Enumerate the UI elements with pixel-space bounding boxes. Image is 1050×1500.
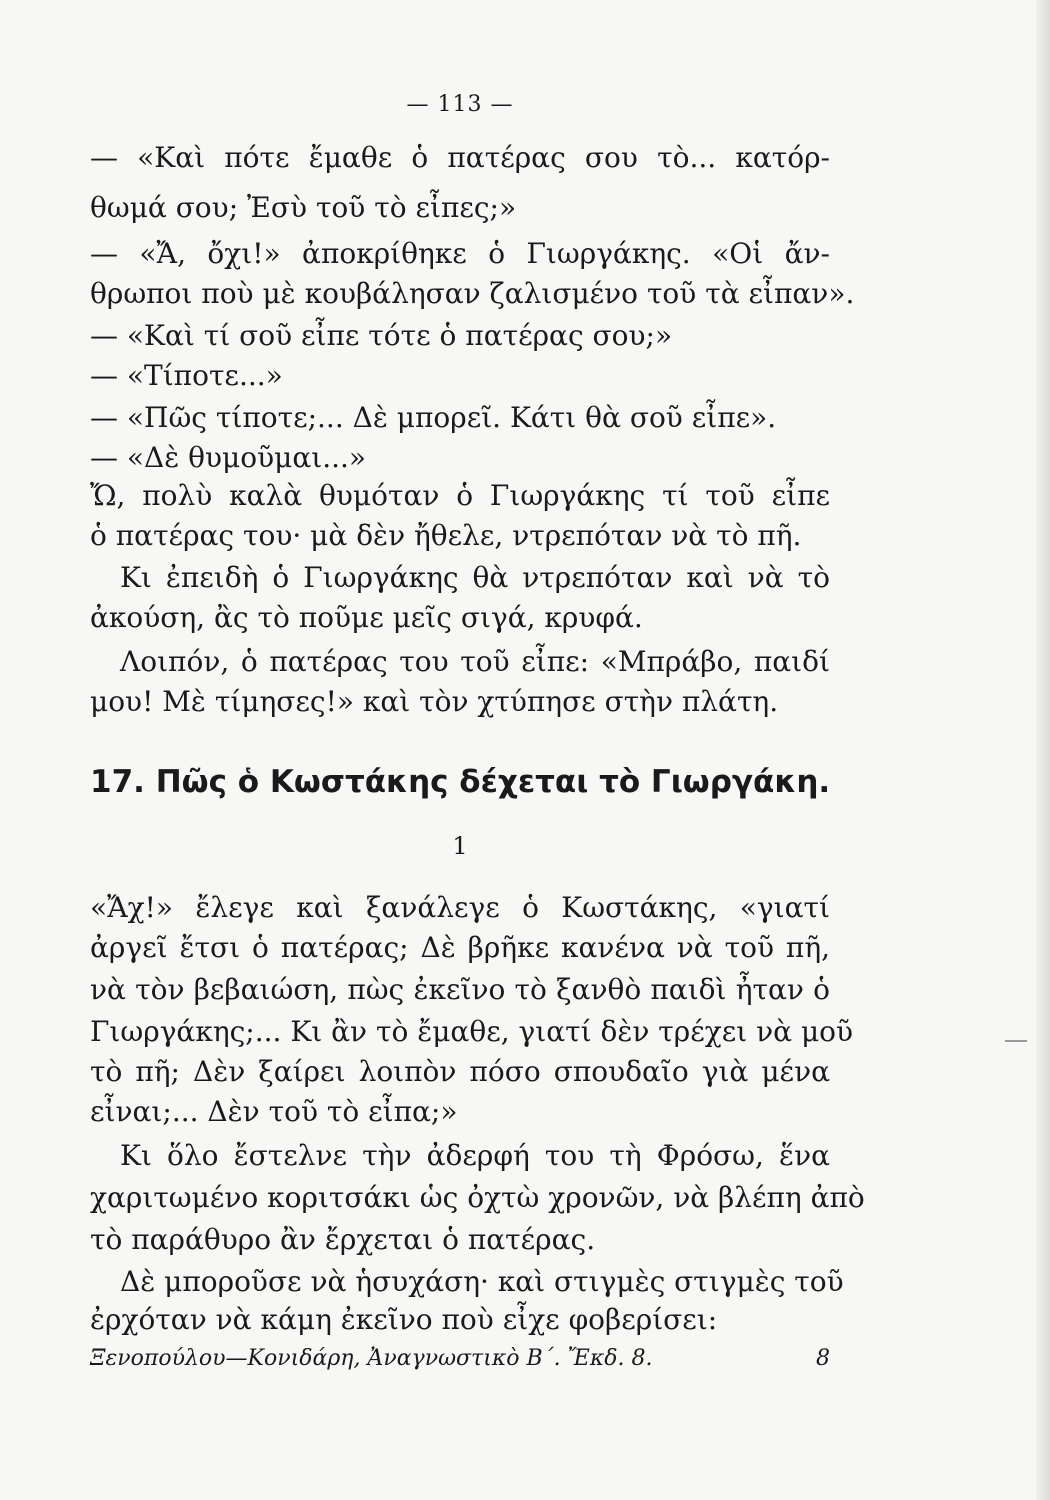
text-line: ὁ πατέρας του· μὰ δὲν ἤθελε, ντρεπόταν νὰ τὸ πῆ. bbox=[90, 519, 802, 552]
text-line: τὸ παράθυρο ἂν ἔρχεται ὁ πατέρας. bbox=[90, 1223, 596, 1256]
page-footer bbox=[90, 1346, 830, 1371]
text-line: — «Πῶς τίποτε;... Δὲ μπορεῖ. Κάτι θὰ σοῦ εἶπε». bbox=[90, 401, 777, 434]
text-line: μου! Μὲ τίμησες!» καὶ τὸν χτύπησε στὴν πλάτη. bbox=[90, 685, 779, 718]
margin-mark bbox=[1005, 1040, 1027, 1042]
text-line: Γιωργάκης;... Κι ἂν τὸ ἔμαθε, γιατί δὲν τρέχει νὰ μοῦ bbox=[90, 1015, 854, 1048]
text-line: χαριτωμένο κοριτσάκι ὡς ὀχτὼ χρονῶν, νὰ βλέπη ἀπὸ bbox=[90, 1181, 865, 1214]
text-line: ἐρχόταν νὰ κάμη ἐκεῖνο ποὺ εἶχε φοβερίσει: bbox=[90, 1303, 718, 1336]
text-line: Κι ὅλο ἔστελνε τὴν ἀδερφή του τὴ Φρόσω, ἕνα bbox=[120, 1139, 830, 1172]
text-line: Ὤ, πολὺ καλὰ θυμόταν ὁ Γιωργάκης τί τοῦ εἶπε bbox=[90, 479, 830, 512]
text-line: ἀργεῖ ἔτσι ὁ πατέρας; Δὲ βρῆκε κανένα νὰ τοῦ πῆ, bbox=[90, 931, 830, 964]
text-line: — «Δὲ θυμοῦμαι...» bbox=[90, 441, 367, 474]
text-line: θωμά σου; Ἐσὺ τοῦ τὸ εἶπες;» bbox=[90, 191, 517, 224]
page-number: — 113 — bbox=[406, 92, 514, 117]
text-line: τὸ πῆ; Δὲν ξαίρει λοιπὸν πόσο σπουδαῖο γιὰ μένα bbox=[90, 1055, 830, 1088]
text-line: νὰ τὸν βεβαιώση, πὼς ἐκεῖνο τὸ ξανθὸ παιδὶ ἦταν ὁ bbox=[90, 973, 830, 1006]
sheet-number: 8 bbox=[816, 1346, 830, 1371]
page-edge-shadow bbox=[1036, 0, 1050, 1500]
text-line: «Ἄχ!» ἔλεγε καὶ ξανάλεγε ὁ Κωστάκης, «γιατί bbox=[90, 891, 830, 924]
text-line: — «Ἄ, ὄχι!» ἀποκρίθηκε ὁ Γιωργάκης. «Οἱ ἄν- bbox=[90, 237, 830, 270]
text-line: Κι ἐπειδὴ ὁ Γιωργάκης θὰ ντρεπόταν καὶ νὰ τὸ bbox=[120, 561, 830, 594]
text-line: Δὲ μποροῦσε νὰ ἡσυχάση· καὶ στιγμὲς στιγμὲς τοῦ bbox=[120, 1265, 844, 1298]
section-heading: 17. Πῶς ὁ Κωστάκης δέχεται τὸ Γιωργάκη. bbox=[90, 764, 831, 800]
text-line: Λοιπόν, ὁ πατέρας του τοῦ εἶπε: «Μπράβο, παιδί bbox=[120, 645, 830, 678]
text-line: — «Καὶ πότε ἔμαθε ὁ πατέρας σου τὸ... κατόρ- bbox=[90, 141, 830, 174]
section-number: 1 bbox=[452, 832, 468, 860]
book-page bbox=[90, 0, 865, 1500]
text-line: εἶναι;... Δὲν τοῦ τὸ εἶπα;» bbox=[90, 1095, 458, 1128]
text-line: — «Τίποτε...» bbox=[90, 359, 283, 392]
text-line: ἀκούση, ἂς τὸ ποῦμε μεῖς σιγά, κρυφά. bbox=[90, 601, 643, 634]
text-line: θρωποι ποὺ μὲ κουβάλησαν ζαλισμένο τοῦ τὰ εἶπαν». bbox=[90, 277, 855, 310]
footer-title: Ξενοπούλου—Κονιδάρη, Ἀναγνωστικὸ Β΄. Ἔκδ. 8. bbox=[90, 1346, 653, 1371]
text-line: — «Καὶ τί σοῦ εἶπε τότε ὁ πατέρας σου;» bbox=[90, 319, 673, 352]
